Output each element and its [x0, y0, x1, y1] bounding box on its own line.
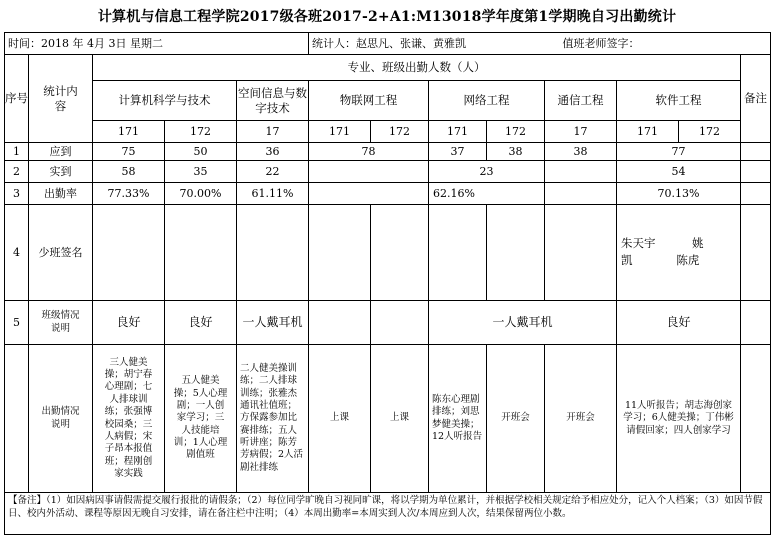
class-net-171: 171 — [429, 121, 487, 143]
row-label: 出勤率 — [29, 183, 93, 205]
table-row — [5, 205, 771, 301]
cell-comm — [545, 183, 617, 205]
cell-net: 23 — [429, 161, 545, 183]
sign-sp17 — [237, 205, 309, 301]
cell-iot172 — [371, 301, 429, 345]
major-software: 软件工程 — [617, 81, 741, 121]
major-iot: 物联网工程 — [309, 81, 429, 121]
major-comm: 通信工程 — [545, 81, 617, 121]
cell-net171: 37 — [429, 143, 487, 161]
remark-header: 备注 — [741, 55, 771, 143]
table-row — [5, 161, 771, 183]
row-label: 实到 — [29, 161, 93, 183]
row-number — [5, 345, 29, 493]
footer-note: 【备注】（1）如因病因事请假需提交履行报批的请假条；（2）每位同学旷晚自习视同旷课，将以学期为单位累计，并根据学校相关规定给予相应处分，记入个人档案；（3）如因节假日、校内外活动、课程等原因无晚自习安排，请在备注栏中注明；（4）本周出勤率=本周实到人次/本周应到人次，结果保留两位小数。 — [5, 493, 771, 535]
major-spatial: 空间信息与数字技术 — [237, 81, 309, 121]
sign-sw-line2: 凯 陈虎 — [621, 253, 700, 268]
sign-sw-line1: 朱天宇 姚 — [621, 236, 704, 250]
cell-sw: 70.13% — [617, 183, 741, 205]
cell-net172: 38 — [487, 143, 545, 161]
page-title: 计算机与信息工程学院2017级各班2017-2+A1:M13018学年度第1学期晚自习出勤统计 — [97, 9, 677, 25]
cell-remark — [741, 143, 771, 161]
cell-net172: 开班会 — [487, 345, 545, 493]
cell-cs172: 50 — [165, 143, 237, 161]
row-number: 5 — [5, 301, 29, 345]
row-number: 3 — [5, 183, 29, 205]
class-comm-17: 17 — [545, 121, 617, 143]
cell-cs172: 35 — [165, 161, 237, 183]
cell-remark — [741, 205, 771, 301]
cell-remark — [741, 161, 771, 183]
table-row — [5, 183, 771, 205]
major-cs: 计算机科学与技术 — [93, 81, 237, 121]
cell-sp17: 61.11% — [237, 183, 309, 205]
teacher-sign-cell: 值班老师签字： — [545, 33, 771, 55]
sign-iot172 — [371, 205, 429, 301]
cell-comm: 开班会 — [545, 345, 617, 493]
class-net-172: 172 — [487, 121, 545, 143]
cell-net: 62.16% — [429, 183, 545, 205]
row-label: 少班签名 — [29, 205, 93, 301]
seq-header: 序号 — [5, 55, 29, 143]
cell-comm: 38 — [545, 143, 617, 161]
sign-iot171 — [309, 205, 371, 301]
row-number: 1 — [5, 143, 29, 161]
row-label: 应到 — [29, 143, 93, 161]
sign-cs172 — [165, 205, 237, 301]
class-sw-172: 172 — [679, 121, 741, 143]
sign-net171 — [429, 205, 487, 301]
row-number: 2 — [5, 161, 29, 183]
cell-remark — [741, 345, 771, 493]
major-network: 网络工程 — [429, 81, 545, 121]
cell-sw: 54 — [617, 161, 741, 183]
cell-sp17: 二人健美操训练；二人排球训练；张雅杰通讯社值班；方保露参加比赛排练；五人听讲座；陈芳芳病假；2人活剧社排练 — [237, 345, 309, 493]
class-iot-171: 171 — [309, 121, 371, 143]
attendance-table — [4, 32, 771, 535]
cell-sw: 11人听报告；胡志海创家学习；6人健美操；丁伟彬请假回家；四人创家学习 — [617, 345, 741, 493]
cell-remark — [741, 183, 771, 205]
sign-net172 — [487, 205, 545, 301]
table-row — [5, 301, 771, 345]
cell-comm — [545, 161, 617, 183]
cell-net171: 陈东心理剧排练；刘思梦健美操；12人听报告 — [429, 345, 487, 493]
cell-remark — [741, 301, 771, 345]
cell-cs172: 良好 — [165, 301, 237, 345]
cell-iot172: 上课 — [371, 345, 429, 493]
stats-people-cell: 统计人：赵思凡、张谦、黄雅凯 — [309, 33, 545, 55]
cell-cs171: 良好 — [93, 301, 165, 345]
date-cell: 时间：2018 年 4月 3日 星期二 — [5, 33, 309, 55]
cell-iot171: 上课 — [309, 345, 371, 493]
sign-cs171 — [93, 205, 165, 301]
cell-cs171: 77.33% — [93, 183, 165, 205]
cell-sp17: 一人戴耳机 — [237, 301, 309, 345]
class-sp-17: 17 — [237, 121, 309, 143]
cell-cs171: 75 — [93, 143, 165, 161]
sign-comm — [545, 205, 617, 301]
cell-sw: 77 — [617, 143, 741, 161]
cell-net-comm: 一人戴耳机 — [429, 301, 617, 345]
cell-cs171: 三人健美操；胡宁春心理剧；七人排球训练；张强博校园桑；三人病假；宋子昂本报值班；程刚创家实践 — [93, 345, 165, 493]
sign-sw — [617, 205, 741, 301]
cell-iot — [309, 161, 429, 183]
row-number: 4 — [5, 205, 29, 301]
cell-iot: 78 — [309, 143, 429, 161]
cell-sp17: 22 — [237, 161, 309, 183]
row-label: 出勤情况说明 — [29, 345, 93, 493]
cell-cs171: 58 — [93, 161, 165, 183]
cell-sp17: 36 — [237, 143, 309, 161]
class-cs-172: 172 — [165, 121, 237, 143]
cell-cs172: 五人健美操；5人心理剧；一人创家学习；三人技能培训；1人心理剧值班 — [165, 345, 237, 493]
cell-iot171 — [309, 301, 371, 345]
class-sw-171: 171 — [617, 121, 679, 143]
class-iot-172: 172 — [371, 121, 429, 143]
cell-iot — [309, 183, 429, 205]
row-label: 班级情况说明 — [29, 301, 93, 345]
cell-sw: 良好 — [617, 301, 741, 345]
table-row — [5, 345, 771, 493]
stat-content-header: 统计内容 — [29, 55, 93, 143]
major-header: 专业、班级出勤人数（人） — [93, 55, 741, 81]
cell-cs172: 70.00% — [165, 183, 237, 205]
table-row — [5, 143, 771, 161]
class-cs-171: 171 — [93, 121, 165, 143]
